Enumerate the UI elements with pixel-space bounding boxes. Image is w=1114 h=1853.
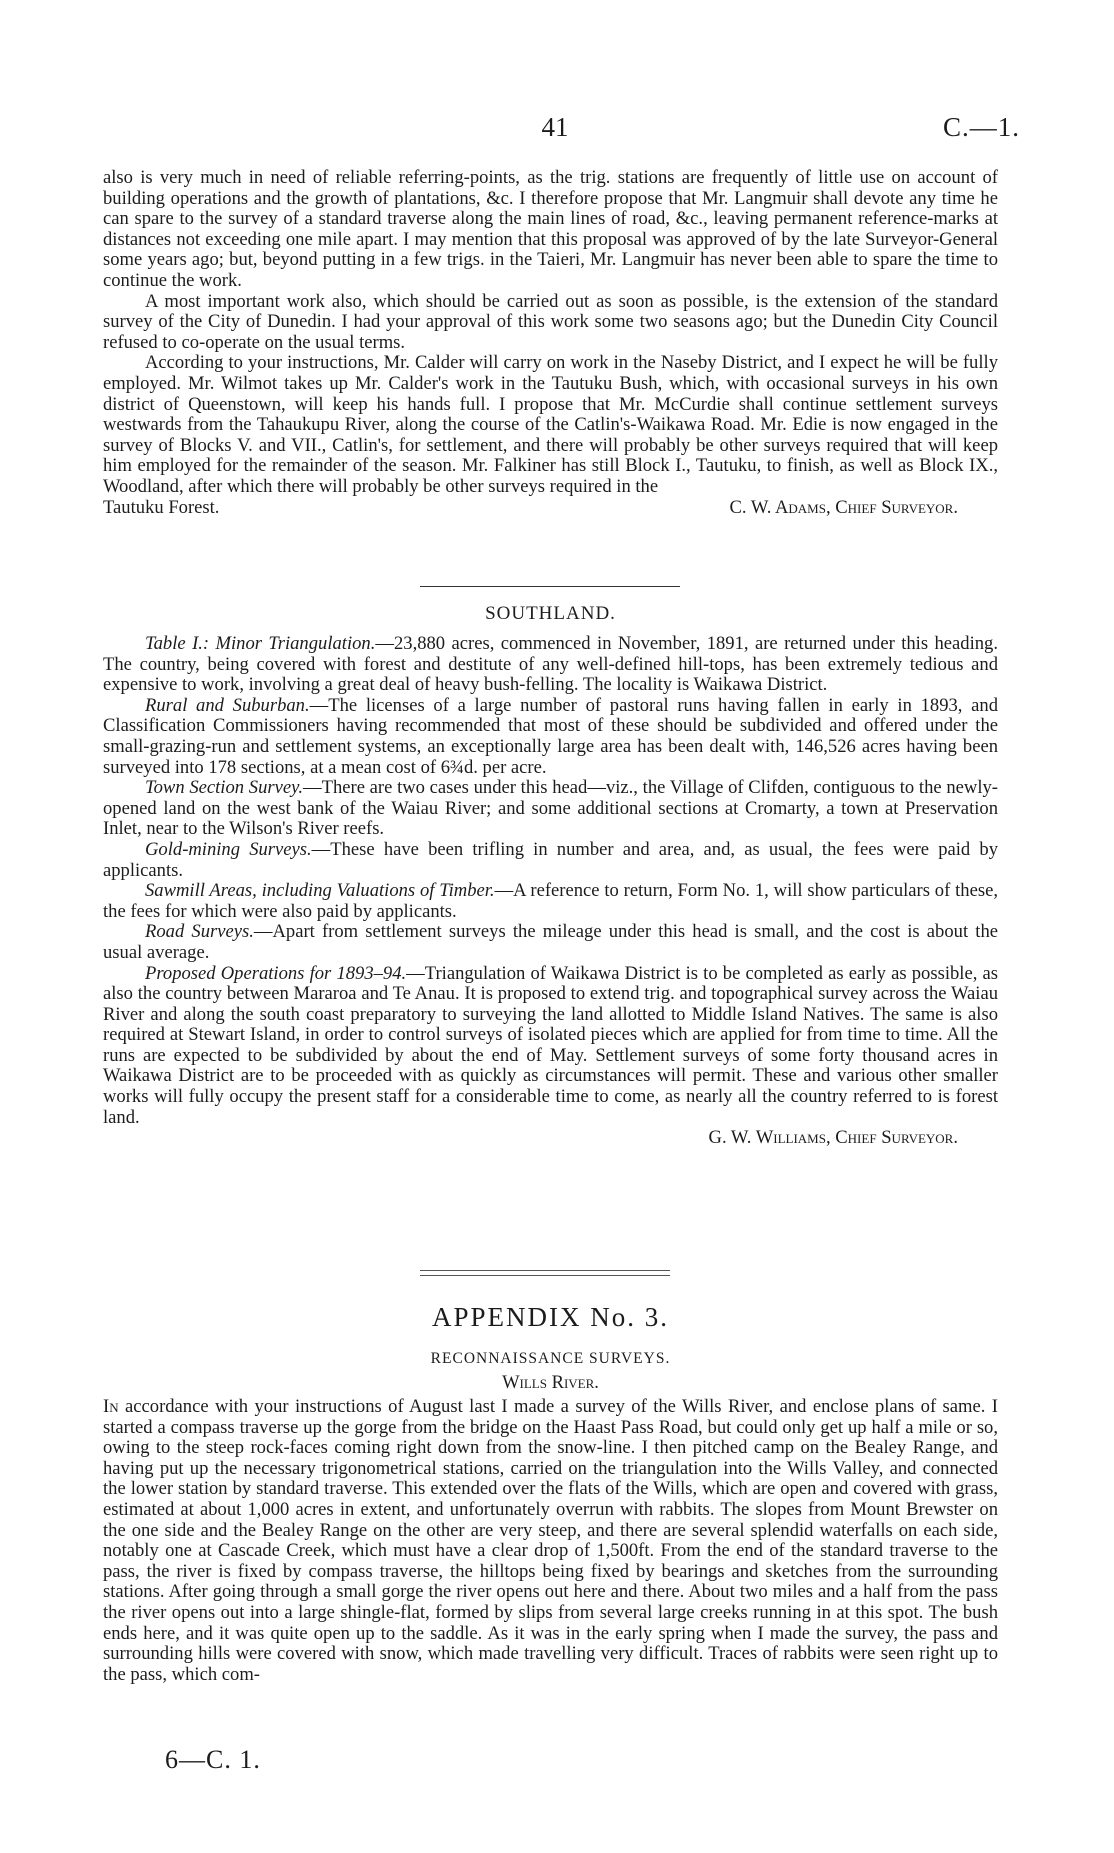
otago-paragraph-2: A most important work also, which should be carried out as soon as possible, is the extension of the standard survey of the City of Dunedin. I had your approval of this work some two seasons ago; but the Dunedin City Council refused to co-operate on the usual terms. [103, 290, 998, 353]
section-label: Town Section Survey. [145, 777, 303, 799]
section-text: —The licenses of a large number of pastoral runs having fallen in early in 1893, and Classification Commissioners having recommended that most of these should be subdivided and offered under the small-grazing-run and settlement systems, an exceptionally large area has been dealt with, 146,526 acres having been surveyed into 178 sections, at a mean cost of 6¾d. per acre. [103, 694, 998, 778]
section-text: —A reference to return, Form No. 1, will show particulars of these, the fees for which were also paid by applicants. [103, 880, 998, 922]
section-label: Road Surveys. [145, 921, 254, 943]
appendix-paragraph [103, 1397, 998, 1685]
double-rule-top [420, 1270, 670, 1271]
appendix-section-title: Wills River. [502, 1373, 599, 1393]
southland-section [103, 922, 998, 963]
double-rule-bottom [420, 1275, 670, 1276]
southland-heading: SOUTHLAND. [485, 603, 616, 624]
southland-section [103, 964, 998, 1129]
otago-report [103, 168, 998, 518]
southland-section [103, 881, 998, 922]
southland-report [103, 634, 998, 1149]
section-divider [420, 586, 680, 587]
section-label: Table I.: Minor Triangulation. [145, 633, 376, 654]
section-text: —Triangulation of Waikawa District is to be completed as early as possible, as also the country between Mararoa and Te Anau. It is proposed to extend trig. and topographical survey across the Waiau River and along the south coast preparatory to surveying the land allotted to Middle Island Natives. The same is also required at Stewart Island, in order to control surveys of isolated pieces which are applied for from time to time. All the runs are expected to be subdivided by about the end of May. Settlement surveys of some forty thousand acres in Waikawa District are to be proceeded with as quickly as circumstances will permit. These and various other smaller works will fully occupy the present staff for a considerable time to come, as nearly all the country referred to is forest land. [103, 962, 998, 1128]
section-label: Proposed Operations for 1893–94. [145, 962, 407, 984]
appendix-body [103, 1397, 998, 1685]
otago-paragraph-1: also is very much in need of reliable referring-points, as the trig. stations are frequently of little use on account of building operations and the growth of plantations, &c. I therefore propose that Mr. Langmuir shall devote any time he can spare to the survey of a standard traverse along the main lines of road, &c., leaving permanent reference-marks at distances not exceeding one mile apart. I may mention that this proposal was approved of by the late Surveyor-General some years ago; but, beyond putting in a few trigs. in the Taieri, Mr. Langmuir has never been able to spare the time to continue the work. [103, 167, 998, 291]
southland-section [103, 634, 998, 696]
appendix-subtitle: RECONNAISSANCE SURVEYS. [430, 1350, 671, 1367]
section-label: Gold-mining Surveys. [145, 838, 312, 860]
otago-closing-line [103, 498, 998, 519]
southland-section [103, 840, 998, 881]
section-text: —Apart from settlement surveys the mileage under this head is small, and the cost is about the usual average. [103, 921, 998, 963]
southland-section [103, 778, 998, 840]
first-word: In [103, 1396, 119, 1417]
page-number: 41 [541, 112, 569, 142]
section-label: Sawmill Areas, including Valuations of Timber. [145, 880, 495, 902]
otago-signature: C. W. Adams, Chief Surveyor. [729, 496, 958, 518]
appendix-title: APPENDIX No. 3. [431, 1302, 669, 1332]
southland-section [103, 696, 998, 778]
signature-mark: 6—C. 1. [165, 1745, 261, 1774]
appendix-text: accordance with your instructions of August last I made a survey of the Wills River, and enclose plans of same. I started a compass traverse up the gorge from the bridge on the Haast Pass Road, but could only get up half a mile or so, owing to the steep rock-faces coming right down from the snow-line. I then pitched camp on the Bealey Range, and having put up the necessary trigonometrical stations, carried on the triangulation into the Wills Valley, and connected the lower station by standard traverse. This extended over the flats of the Wills, which are open and covered with grass, estimated at about 1,000 acres in extent, and unfortunately overrun with rabbits. The slopes from Mount Brewster on the one side and the Bealey Range on the other are very steep, and there are several splendid waterfalls on each side, notably one at Cascade Creek, which must have a clear drop of 1,500ft. From the end of the standard traverse to the pass, the river is fixed by compass traverse, the hilltops being fixed by bearings and sketches from the surrounding stations. After going through a small gorge the river opens out here and there. About two miles and a half from the pass the river opens out into a large shingle-flat, formed by slips from several large creeks running in at this spot. The bush ends here, and it was quite open up to the saddle. As it was in the early spring when I made the survey, the pass and surrounding hills were covered with snow, which made travelling very difficult. Traces of rabbits were seen right up to the pass, which com- [103, 1396, 999, 1685]
otago-last-line: Tautuku Forest. [103, 496, 220, 518]
section-label: Rural and Suburban. [145, 694, 310, 716]
section-text: —23,880 acres, commenced in November, 1891, are returned under this heading. The country, being covered with forest and destitute of any well-defined hill-tops, has been extremely tedious and expensive to work, involving a great deal of heavy bush-felling. The locality is Waikawa District. [103, 633, 998, 696]
document-reference: C.—1. [942, 112, 1020, 142]
section-text: —There are two cases under this head—viz., the Village of Clifden, contiguous to the newly-opened land on the west bank of the Waiau River; and some additional sections at Cromarty, a town at Preservation Inlet, near to the Wilson's River reefs. [103, 777, 998, 840]
section-text: —These have been trifling in number and area, and, as usual, the fees were paid by applicants. [103, 838, 998, 881]
otago-paragraph-3: According to your instructions, Mr. Calder will carry on work in the Naseby District, and I expect he will be fully employed. Mr. Wilmot takes up Mr. Calder's work in the Tautuku Bush, which, with occasional surveys in his own district of Queenstown, will keep his hands full. I propose that Mr. McCurdie shall continue settlement surveys westwards from the Tahaukupu River, along the course of the Catlin's-Waikawa Road. Mr. Edie is now engaged in the survey of Blocks V. and VII., Catlin's, for settlement, and there will probably be other surveys required that will keep him employed for the remainder of the season. Mr. Falkiner has still Block I., Tautuku, to finish, as well as Block IX., Woodland, after which there will probably be other surveys required in the [103, 352, 998, 497]
southland-signature: G. W. Williams, Chief Surveyor. [708, 1127, 958, 1149]
